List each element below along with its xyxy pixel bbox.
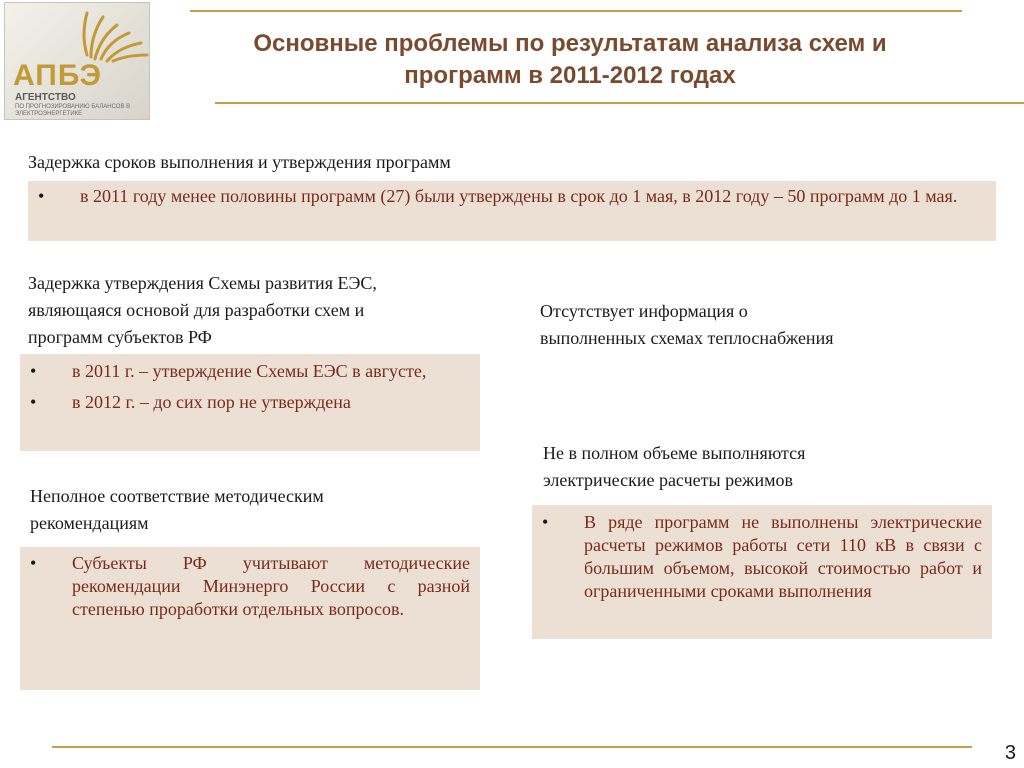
calculations-box (532, 505, 992, 639)
bullet-icon: • (30, 553, 37, 573)
title-bottom-rule (215, 102, 1024, 104)
bullet-icon: • (542, 512, 549, 532)
scheme-delay-heading (28, 270, 377, 351)
bullet-icon: • (30, 392, 37, 412)
heading-line: Не в полном объеме выполняются (543, 443, 806, 463)
heading-line: Задержка утверждения Схемы развития ЕЭС, (28, 273, 377, 293)
bullet-text: в 2012 г. – до сих пор не утверждена (72, 392, 351, 412)
logo-mark: АПБЭ (13, 59, 102, 92)
scheme-delay-box (20, 354, 480, 451)
page-title-line-2: программ в 2011-2012 годах (404, 62, 736, 89)
bullet-text: В ряде программ не выполнены электрические расчеты режимов работы сети 110 кВ в связи с большим объемом, высокой стоимостью работ и ограниченными сроками выполнения (584, 512, 982, 601)
page-title (160, 28, 980, 92)
heading-line: выполненных схемах теплоснабжения (540, 328, 834, 348)
bullet-icon: • (30, 361, 37, 381)
heading-line: Неполное соответствие методическим (30, 486, 324, 506)
bullet-text: в 2011 году менее половины программ (27) были утверждены в срок до 1 мая, в 2012 году – 50 программ до 1 мая. (80, 186, 958, 206)
programs-delay-box (28, 181, 996, 241)
calculations-heading (543, 440, 805, 494)
heading-line: рекомендациям (30, 513, 149, 533)
bullet-icon: • (38, 186, 45, 206)
heading-line: электрические расчеты режимов (543, 470, 794, 490)
title-top-rule (190, 10, 962, 12)
list-item (30, 391, 470, 414)
page-title-line-1: Основные проблемы по результатам анализа схем и (253, 30, 887, 57)
agency-logo (4, 2, 150, 120)
bullet-text: Субъекты РФ учитывают методические рекомендации Минэнерго России с разной степенью проработки отдельных вопросов. (72, 553, 470, 619)
bullet-text: в 2011 г. – утверждение Схемы ЕЭС в августе, (72, 361, 427, 381)
logo-tagline: ПО ПРОГНОЗИРОВАНИЮ БАЛАНСОВ В ЭЛЕКТРОЭНЕРГЕТИКЕ (15, 104, 131, 117)
list-item (38, 185, 986, 208)
list-item (542, 511, 982, 603)
sun-rays-icon (5, 3, 151, 63)
page-number: 3 (1004, 742, 1016, 764)
logo-agency-label: АГЕНТСТВО (15, 92, 76, 103)
footer-rule (52, 746, 972, 748)
methodology-box (20, 547, 480, 690)
heading-line: являющаяся основой для разработки схем и (28, 300, 365, 320)
list-item (30, 552, 470, 621)
heading-line: Отсутствует информация о (540, 301, 748, 321)
heading-line: программ субъектов РФ (28, 327, 212, 347)
list-item (30, 360, 470, 383)
heat-info-heading (540, 298, 833, 352)
methodology-heading (30, 483, 324, 537)
programs-delay-heading: Задержка сроков выполнения и утверждения программ (28, 152, 451, 172)
